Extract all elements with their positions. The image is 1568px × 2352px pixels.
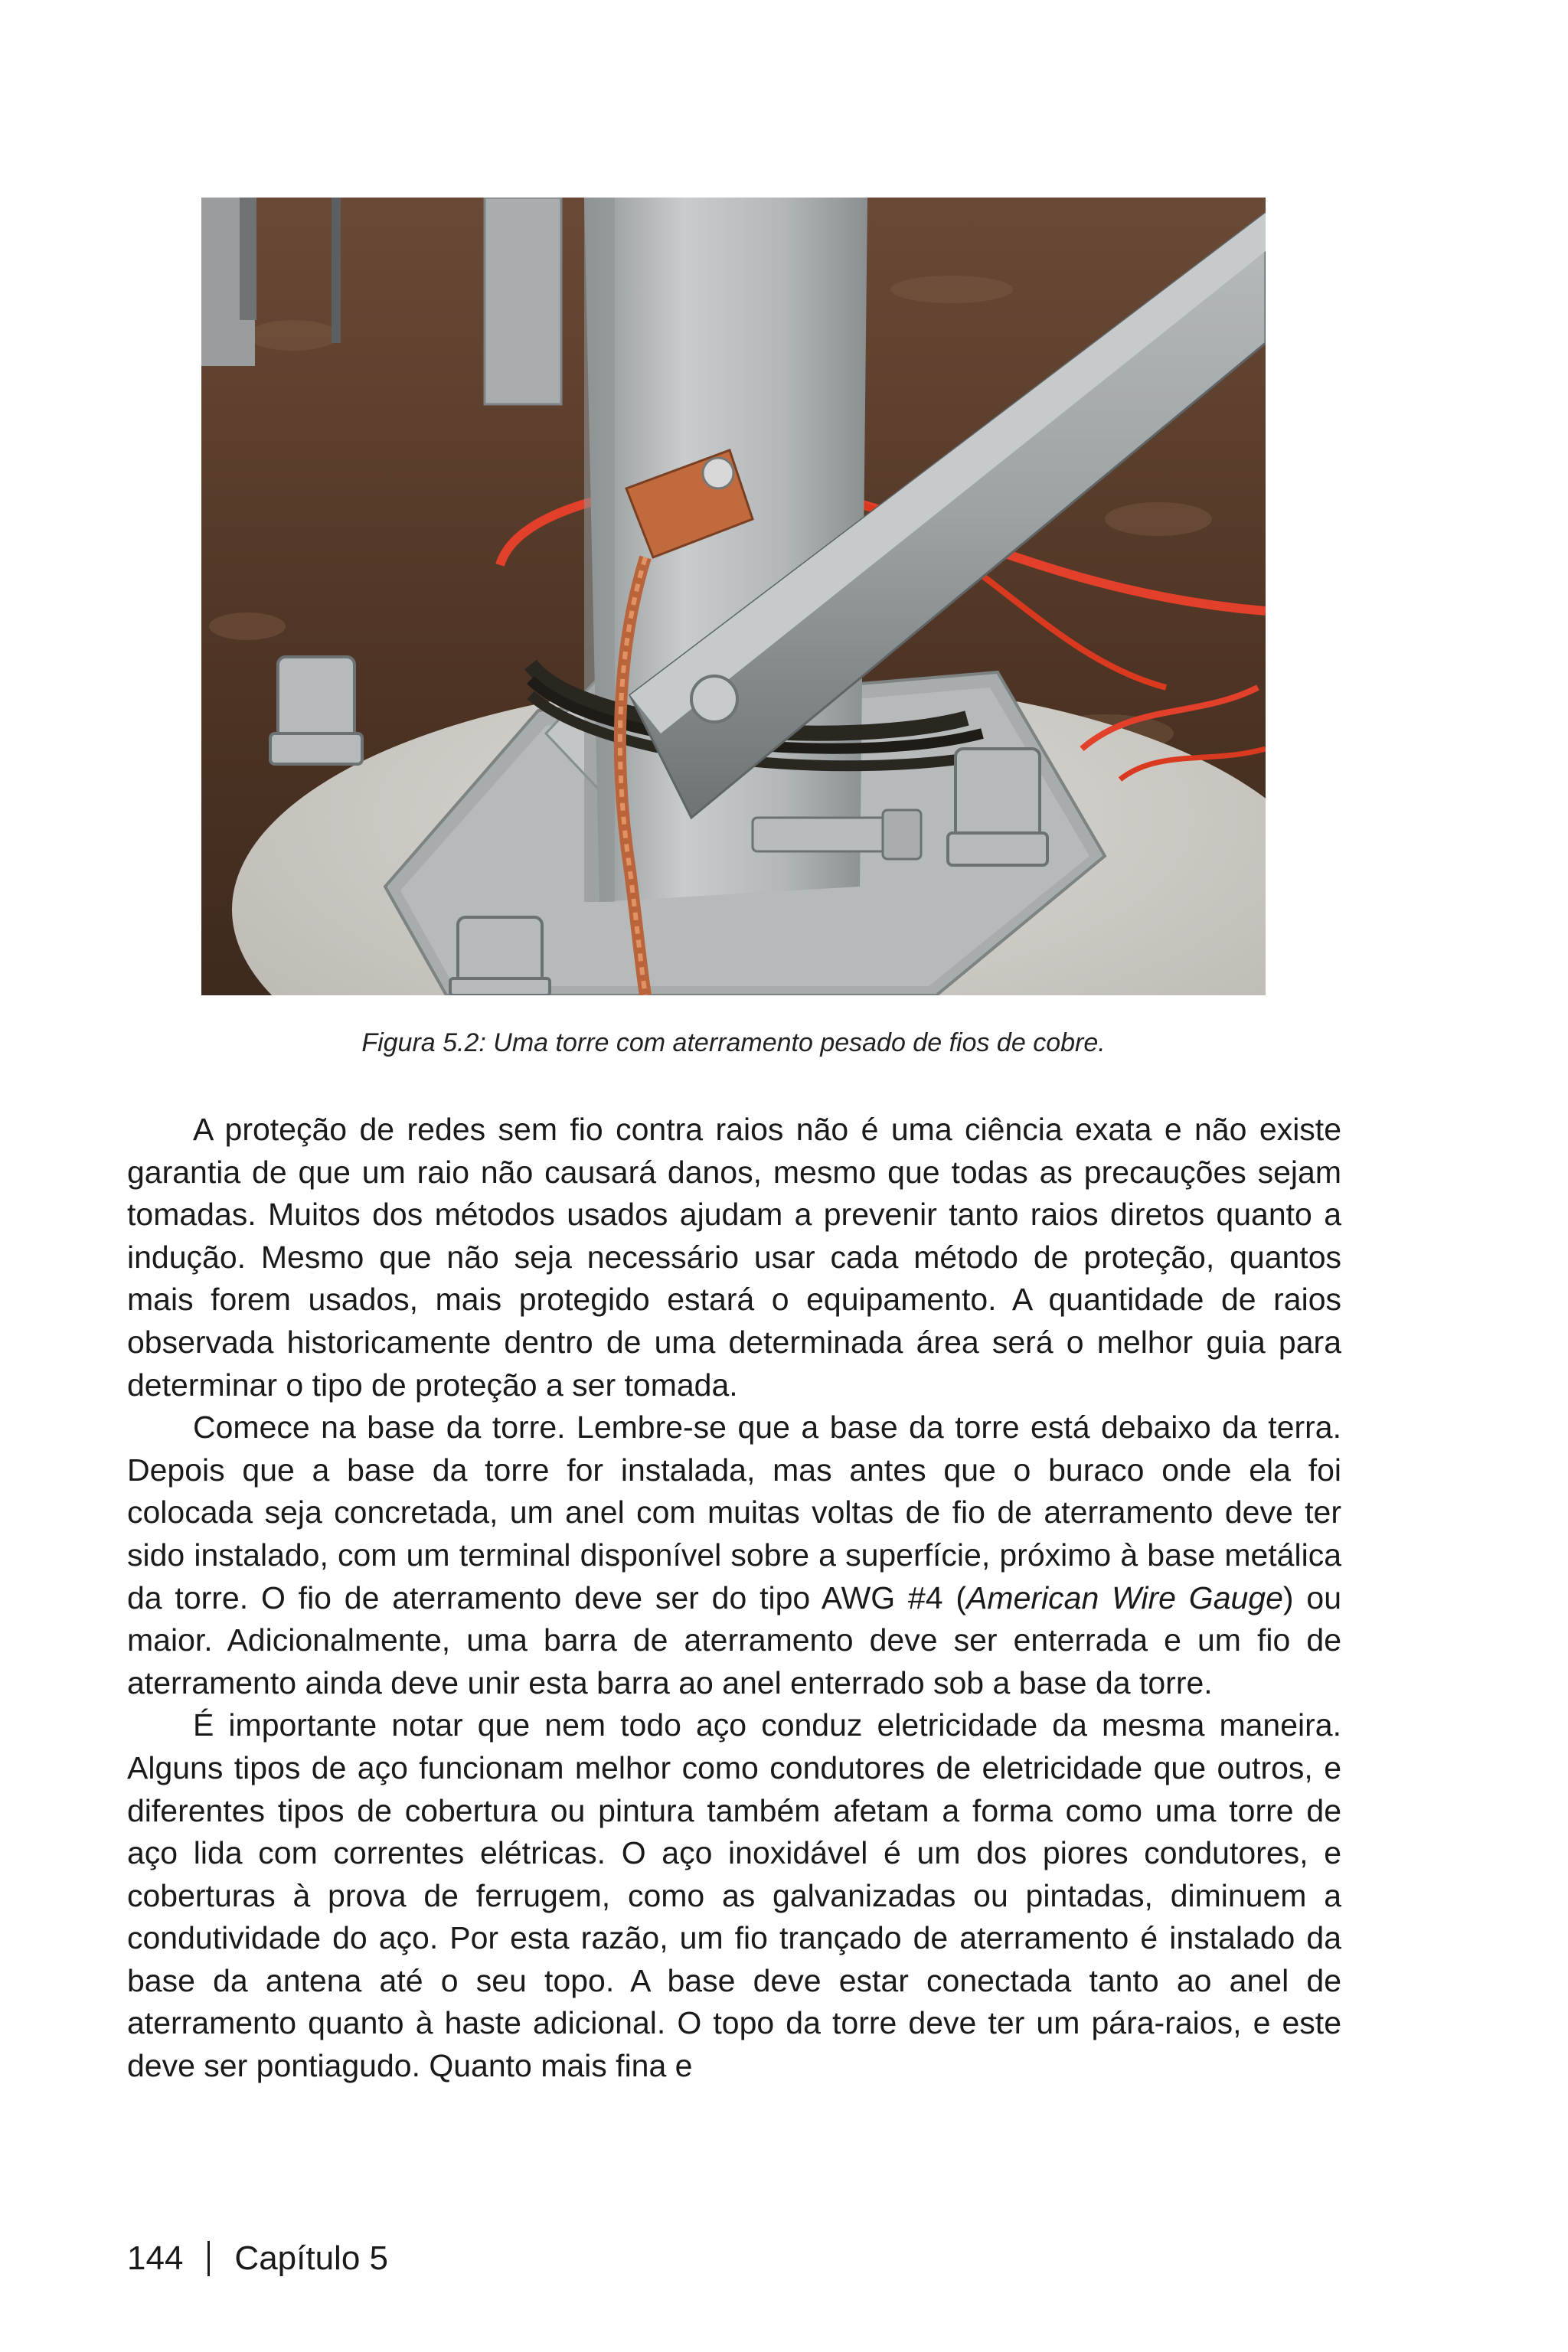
chapter-label: Capítulo 5 xyxy=(234,2239,388,2277)
paragraph-2-after: ) ou maior. Adicionalmente, uma barra de aterramento deve ser enterrada e um fio de aterramento ainda deve unir esta barra ao anel enterrado sob a base da torre. xyxy=(127,1579,1341,1700)
figure-caption: Figura 5.2: Uma torre com aterramento pesado de fios de cobre. xyxy=(361,1028,1106,1057)
footer-separator xyxy=(207,2241,210,2276)
tower-grounding-photo xyxy=(201,198,1266,995)
paragraph-1: A proteção de redes sem fio contra raios não é uma ciência exata e não existe garantia de que um raio não causará danos, mesmo que todas as precauções sejam tomadas. Muitos dos métodos usados ajudam a prevenir tanto raios diretos quanto a indução. Mesmo que não seja necessário usar cada método de proteção, quantos mais forem usados, mais protegido estará o equipamento. A quantidade de raios observada historicamente dentro de uma determinada área será o melhor guia para determinar o tipo de proteção a ser tomada. xyxy=(127,1112,1341,1403)
paragraph-2 xyxy=(127,1406,1341,1704)
page-footer xyxy=(127,2236,388,2282)
paragraph-2-before: Comece na base da torre. Lembre-se que a base da torre está debaixo da terra. Depois que a base da torre for instalada, mas antes que o buraco onde ela foi colocada seja concretada, um anel com muitas voltas de fio de aterramento deve ter sido instalado, com um terminal disponível sobre a superfície, próximo à base metálica da torre. O fio de aterramento deve ser do tipo AWG #4 ( xyxy=(127,1410,1341,1615)
paragraph-3: É importante notar que nem todo aço conduz eletricidade da mesma maneira. Alguns tipos de aço funcionam melhor como condutores de eletricidade que outros, e diferentes tipos de cobertura ou pintura também afetam a forma como uma torre de aço lida com correntes elétricas. O aço inoxidável é um dos piores condutores, e coberturas à prova de ferrugem, como as galvanizadas ou pintadas, diminuem a condutividade do aço. Por esta razão, um fio trançado de aterramento é instalado da base da antena até o seu topo. A base deve estar conectada tanto ao anel de aterramento quanto à haste adicional. O topo da torre deve ter um pára-raios, e este deve ser pontiagudo. Quanto mais fina e xyxy=(127,1707,1341,2084)
body-text xyxy=(127,1109,1341,2088)
paragraph-2-italic: American Wire Gauge xyxy=(966,1579,1283,1615)
page-number: 144 xyxy=(127,2239,184,2277)
